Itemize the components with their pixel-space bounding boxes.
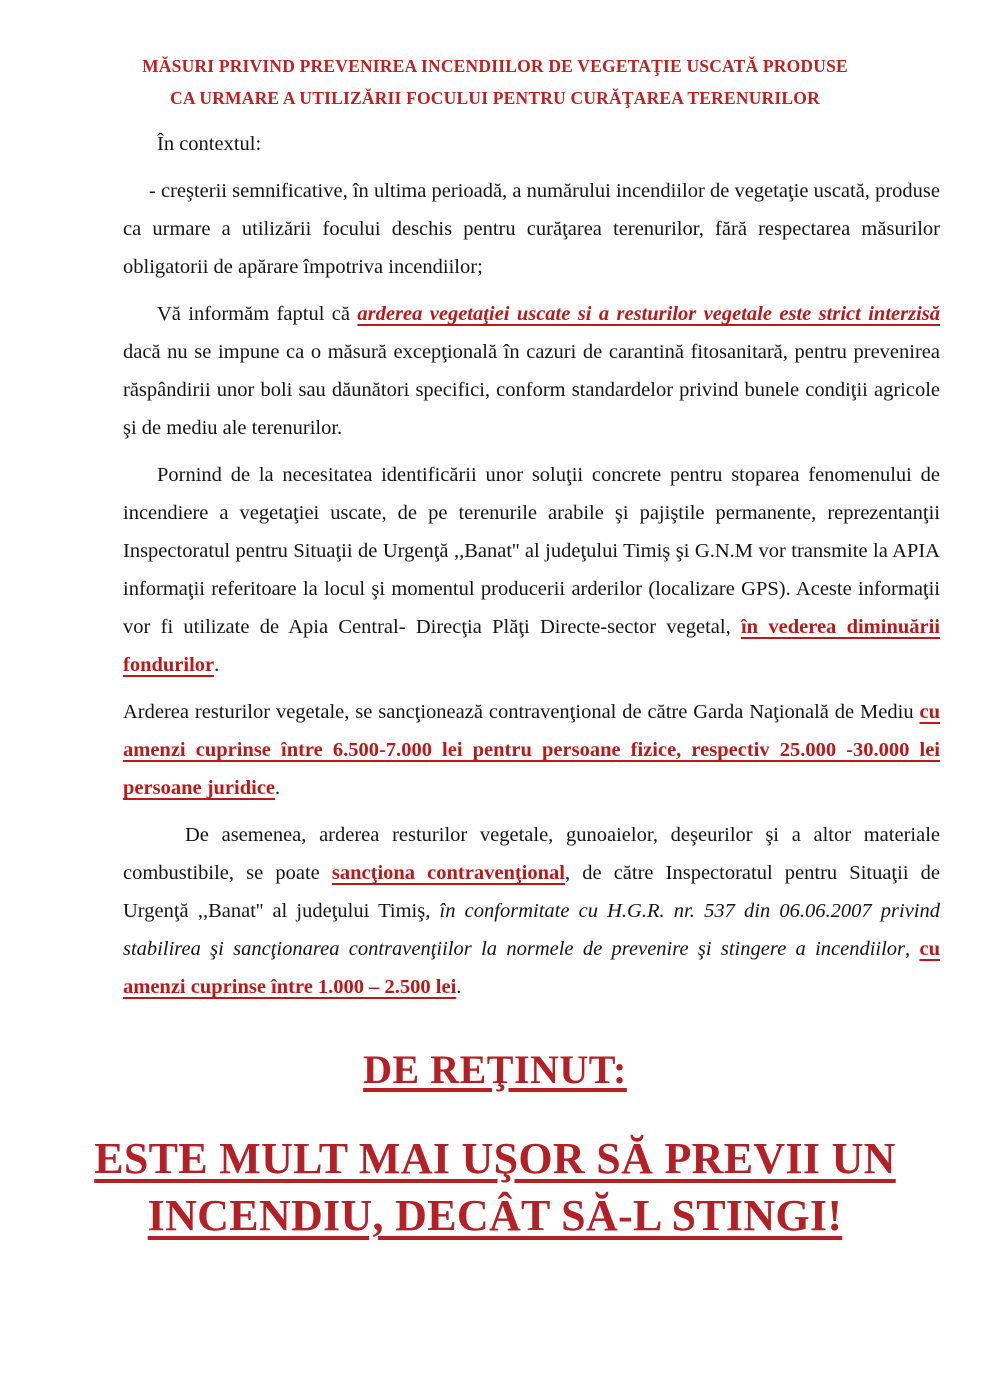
text-segment-italic: în conformitate cu H.G.R. nr. 537 din 06.06.2007 privind stabilirea şi sancţionarea contravenţiilor la normele de prevenire şi stingere a incendiilor bbox=[123, 900, 941, 960]
title-line-2: CA URMARE A UTILIZĂRII FOCULUI PENTRU CURĂŢAREA TERENURILOR bbox=[170, 88, 820, 108]
text-segment-plain: , bbox=[905, 938, 920, 960]
footer-emphasis bbox=[0, 1046, 990, 1244]
paragraph-amenzi-isu bbox=[123, 816, 940, 1006]
footer-slogan bbox=[10, 1130, 980, 1244]
title-line-1: MĂSURI PRIVIND PREVENIREA INCENDIILOR DE VEGETAŢIE USCATĂ PRODUSE bbox=[142, 56, 848, 76]
document-body bbox=[123, 125, 940, 1006]
text-segment-plain: Vă informăm faptul că bbox=[157, 303, 358, 325]
footer-slogan-line-2: INCENDIU, DECÂT SĂ-L STINGI! bbox=[147, 1191, 843, 1240]
text-segment-plain: Pornind de la necesitatea identificării unor soluţii concrete pentru stoparea fenomenului de incendiere a vegetaţiei uscate, de pe terenurile arabile şi pajiştile permanente, reprezentanţii Inspectoratul pentru Situaţii de Urgenţă ,,Banat'' al judeţului Timiş şi G.N.M vor transmite la APIA informaţii referitoare la locul şi momentul producerii arderilor (localizare GPS). Aceste informaţii vor fi utilizate de Apia Central- Direcţia Plăţi Directe-sector vegetal, bbox=[123, 464, 940, 638]
text-segment-red-bold-underline: cu amenzi cuprinse între 6.500-7.000 lei pentru persoane fizice, respectiv 25.000 -30.000 lei persoane juridice bbox=[123, 701, 940, 799]
document-title bbox=[0, 0, 990, 114]
footer-heading: DE REŢINUT: bbox=[363, 1047, 627, 1092]
paragraph-amenzi-gnm bbox=[123, 693, 940, 807]
text-segment-red-bold-underline: sancţiona contravenţional bbox=[331, 862, 565, 884]
paragraph-bullet-crestere bbox=[123, 172, 940, 286]
text-segment-plain: . bbox=[214, 654, 220, 676]
text-segment-red-bold-italic-underline: arderea vegetaţiei uscate si a resturilor vegetale este strict interzisă bbox=[357, 303, 940, 325]
paragraph-context-intro bbox=[123, 125, 940, 163]
paragraph-interdictie-ardere bbox=[123, 295, 940, 447]
footer-slogan-line-1: ESTE MULT MAI UŞOR SĂ PREVII UN bbox=[94, 1134, 896, 1183]
text-segment-plain: În contextul: bbox=[157, 133, 262, 155]
text-segment-plain: . bbox=[456, 976, 462, 998]
text-segment-plain: dacă nu se impune ca o măsură excepţională în cazuri de carantină fitosanitară, pentru prevenirea răspândirii unor boli sau dăunători specifici, conform standardelor privind bunele condiţii agricole şi de mediu ale terenurilor. bbox=[123, 341, 940, 439]
paragraph-apia-gps bbox=[123, 456, 940, 684]
text-segment-plain: , de către Inspectoratul pentru Situaţii de Urgenţă ,,Banat'' al judeţului Timiş, bbox=[123, 862, 940, 922]
text-segment-plain: - creşterii semnificative, în ultima perioadă, a numărului incendiilor de vegetaţie uscată, produse ca urmare a utilizării focului deschis pentru curăţarea terenurilor, fără respectarea măsurilor obligatorii de apărare împotriva incendiilor; bbox=[123, 180, 940, 278]
text-segment-plain: De asemenea, arderea resturilor vegetale, gunoaielor, deşeurilor şi a altor materiale combustibile, se poate bbox=[123, 824, 940, 884]
text-segment-plain: . bbox=[275, 777, 281, 799]
text-segment-plain: Arderea resturilor vegetale, se sancţionează contravenţional de către Garda Naţională de Mediu bbox=[123, 701, 920, 723]
text-segment-red-bold-underline: în vederea diminuării fondurilor bbox=[123, 616, 940, 676]
text-segment-red-bold-underline: cu amenzi cuprinse între 1.000 – 2.500 lei bbox=[123, 938, 940, 998]
